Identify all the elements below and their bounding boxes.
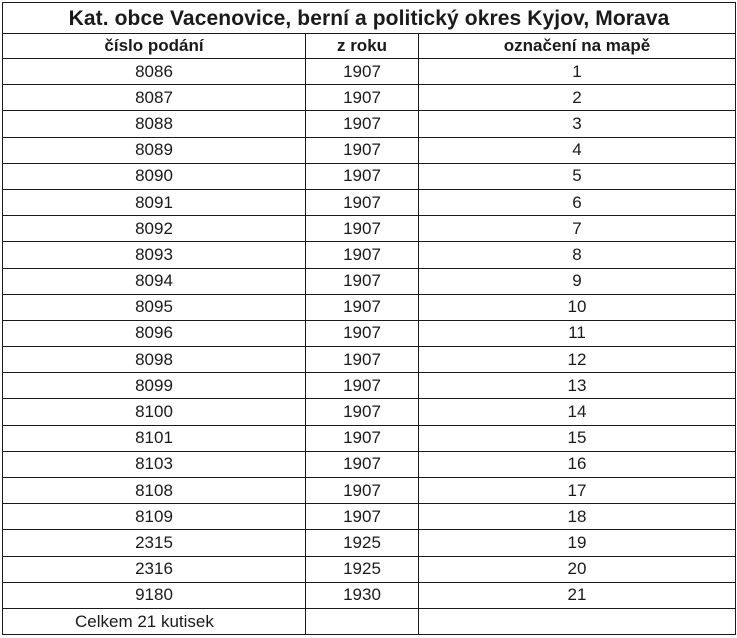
cell-map-label: 8 <box>419 242 736 268</box>
table-title: Kat. obce Vacenovice, berní a politický okres Kyjov, Morava <box>3 3 736 34</box>
cell-submission-number: 8090 <box>3 163 306 189</box>
cell-submission-number: 8098 <box>3 347 306 373</box>
cell-submission-number: 8100 <box>3 399 306 425</box>
cell-map-label: 1 <box>419 59 736 85</box>
cell-submission-number: 8086 <box>3 59 306 85</box>
table-row <box>3 556 736 582</box>
cell-map-label: 20 <box>419 556 736 582</box>
table-row <box>3 111 736 137</box>
cell-year: 1907 <box>306 163 419 189</box>
cell-map-label: 18 <box>419 504 736 530</box>
cell-map-label: 19 <box>419 530 736 556</box>
table-row <box>3 268 736 294</box>
cell-map-label: 15 <box>419 425 736 451</box>
cell-year: 1907 <box>306 373 419 399</box>
cell-year: 1930 <box>306 582 419 608</box>
table-row <box>3 504 736 530</box>
cell-year: 1907 <box>306 216 419 242</box>
cell-submission-number: 8089 <box>3 137 306 163</box>
total-row <box>3 608 736 634</box>
cell-map-label: 13 <box>419 373 736 399</box>
cell-year: 1907 <box>306 347 419 373</box>
cell-submission-number: 9180 <box>3 582 306 608</box>
cell-year: 1907 <box>306 294 419 320</box>
cell-submission-number: 8091 <box>3 189 306 215</box>
cell-year: 1907 <box>306 399 419 425</box>
cell-year: 1907 <box>306 451 419 477</box>
cell-map-label: 12 <box>419 347 736 373</box>
column-header-year: z roku <box>306 34 419 59</box>
table-row <box>3 582 736 608</box>
cell-year: 1925 <box>306 530 419 556</box>
table-row <box>3 59 736 85</box>
cell-year: 1925 <box>306 556 419 582</box>
cell-map-label: 16 <box>419 451 736 477</box>
cell-submission-number: 8108 <box>3 478 306 504</box>
register-table <box>2 2 736 635</box>
cell-submission-number: 8109 <box>3 504 306 530</box>
table-row <box>3 189 736 215</box>
column-header-map-label: označení na mapě <box>419 34 736 59</box>
cell-year: 1907 <box>306 478 419 504</box>
title-row <box>3 3 736 34</box>
cell-map-label: 21 <box>419 582 736 608</box>
cell-year: 1907 <box>306 85 419 111</box>
cell-submission-number: 2315 <box>3 530 306 556</box>
cell-year: 1907 <box>306 425 419 451</box>
cell-map-label: 10 <box>419 294 736 320</box>
cell-map-label: 11 <box>419 320 736 346</box>
total-empty-cell <box>306 608 419 634</box>
cell-year: 1907 <box>306 111 419 137</box>
cell-submission-number: 2316 <box>3 556 306 582</box>
cell-map-label: 7 <box>419 216 736 242</box>
table-row <box>3 85 736 111</box>
table-row <box>3 399 736 425</box>
cell-year: 1907 <box>306 320 419 346</box>
cell-year: 1907 <box>306 242 419 268</box>
table-row <box>3 347 736 373</box>
table-row <box>3 530 736 556</box>
cell-submission-number: 8099 <box>3 373 306 399</box>
cell-map-label: 3 <box>419 111 736 137</box>
table-row <box>3 294 736 320</box>
cell-map-label: 6 <box>419 189 736 215</box>
table-body <box>3 59 736 609</box>
cell-submission-number: 8087 <box>3 85 306 111</box>
table-row <box>3 216 736 242</box>
header-row <box>3 34 736 59</box>
cell-submission-number: 8088 <box>3 111 306 137</box>
cell-year: 1907 <box>306 504 419 530</box>
table-row <box>3 451 736 477</box>
cell-year: 1907 <box>306 189 419 215</box>
cell-year: 1907 <box>306 137 419 163</box>
total-empty-cell <box>419 608 736 634</box>
cell-submission-number: 8093 <box>3 242 306 268</box>
cell-map-label: 9 <box>419 268 736 294</box>
table-row <box>3 163 736 189</box>
cell-submission-number: 8101 <box>3 425 306 451</box>
cell-map-label: 14 <box>419 399 736 425</box>
table-row <box>3 373 736 399</box>
cell-submission-number: 8096 <box>3 320 306 346</box>
cell-map-label: 4 <box>419 137 736 163</box>
table-row <box>3 137 736 163</box>
cell-submission-number: 8092 <box>3 216 306 242</box>
cell-submission-number: 8094 <box>3 268 306 294</box>
cell-year: 1907 <box>306 59 419 85</box>
total-label: Celkem 21 kutisek <box>3 608 306 634</box>
cell-map-label: 17 <box>419 478 736 504</box>
table-row <box>3 320 736 346</box>
cell-submission-number: 8095 <box>3 294 306 320</box>
table-row <box>3 478 736 504</box>
cell-map-label: 2 <box>419 85 736 111</box>
table-row <box>3 242 736 268</box>
column-header-submission-number: číslo podání <box>3 34 306 59</box>
table-row <box>3 425 736 451</box>
cell-map-label: 5 <box>419 163 736 189</box>
cell-year: 1907 <box>306 268 419 294</box>
cell-submission-number: 8103 <box>3 451 306 477</box>
